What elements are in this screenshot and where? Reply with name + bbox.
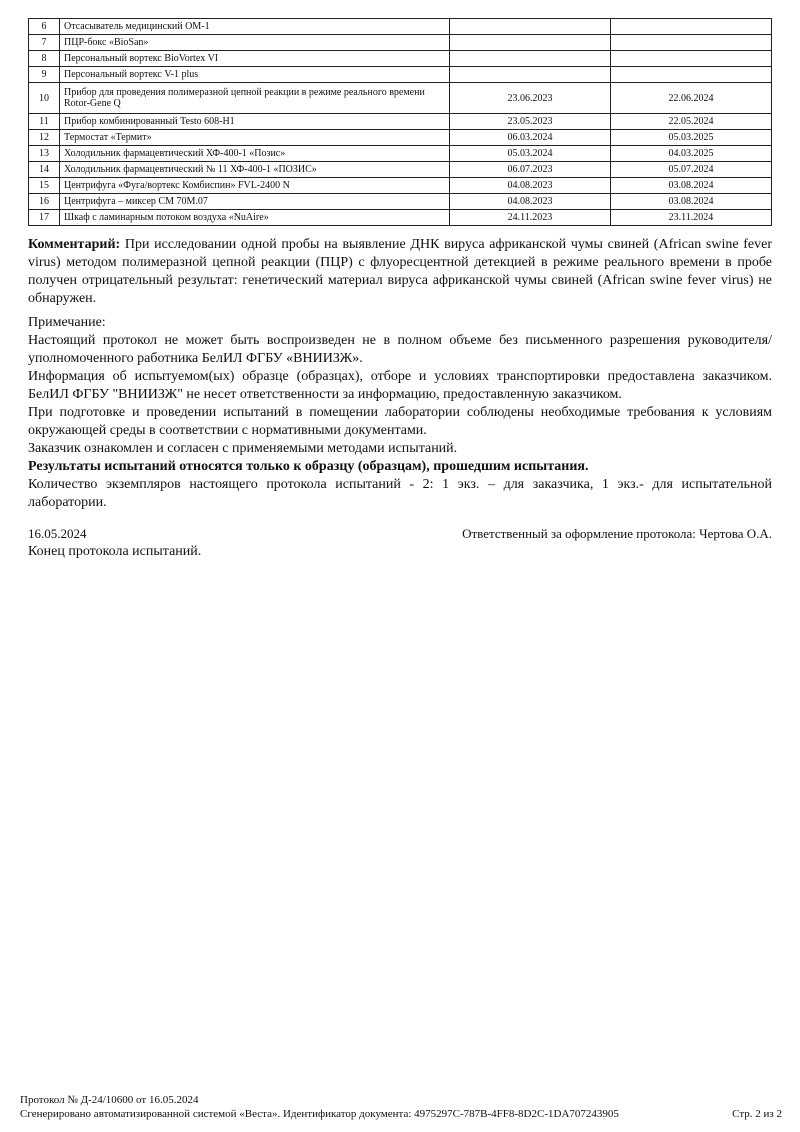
equipment-name: Прибор комбинированный Testo 608-H1 [60,114,450,130]
table-row [29,35,772,51]
table-row [29,178,772,194]
note-methods-agreement: Заказчик ознакомлен и согласен с применяемыми методами испытаний. [28,441,458,456]
table-row [29,114,772,130]
valid-until-date: 03.08.2024 [611,194,772,210]
row-number: 10 [29,83,60,114]
end-of-protocol: Конец протокола испытаний. [28,544,202,559]
valid-until-date [611,35,772,51]
equipment-name: Персональный вортекс V-1 plus [60,67,450,83]
equipment-name: Центрифуга «Фуга/вортекс Комбиспин» FVL-2400 N [60,178,450,194]
row-number: 17 [29,210,60,226]
table-row [29,146,772,162]
valid-until-date: 22.05.2024 [611,114,772,130]
verification-date: 23.06.2023 [450,83,611,114]
equipment-name: Отсасыватель медицинский ОМ-1 [60,19,450,35]
page-number: Стр. 2 из 2 [732,1108,782,1120]
comment-paragraph [28,236,772,308]
row-number: 15 [29,178,60,194]
table-row [29,162,772,178]
row-number: 14 [29,162,60,178]
row-number: 13 [29,146,60,162]
verification-date [450,35,611,51]
note-sample-info: Информация об испытуемом(ых) образце (образцах), отборе и условиях транспортировки предоставлена заказчиком. БелИЛ ФГБУ "ВНИИЗЖ" не несет ответственности за информацию, предоставленную заказчиком. [28,369,772,402]
row-number: 7 [29,35,60,51]
signature-date: 16.05.2024 [28,526,87,541]
row-number: 12 [29,130,60,146]
valid-until-date: 03.08.2024 [611,178,772,194]
row-number: 16 [29,194,60,210]
notes-section [28,314,772,512]
verification-date: 06.03.2024 [450,130,611,146]
verification-date: 04.08.2023 [450,178,611,194]
valid-until-date: 04.03.2025 [611,146,772,162]
valid-until-date: 23.11.2024 [611,210,772,226]
row-number: 6 [29,19,60,35]
equipment-name: Персональный вортекс BioVortex VI [60,51,450,67]
table-row [29,19,772,35]
verification-date: 24.11.2023 [450,210,611,226]
verification-date [450,51,611,67]
valid-until-date [611,19,772,35]
note-reproduction: Настоящий протокол не может быть воспроизведен не в полном объеме без письменного разрешения руководителя/уполномоченного работника БелИЛ ФГБУ «ВНИИЗЖ». [28,333,772,366]
valid-until-date: 05.03.2025 [611,130,772,146]
verification-date: 04.08.2023 [450,194,611,210]
equipment-name: ПЦР-бокс «BioSan» [60,35,450,51]
equipment-name: Холодильник фармацевтический ХФ-400-1 «Позис» [60,146,450,162]
valid-until-date: 22.06.2024 [611,83,772,114]
equipment-name: Прибор для проведения полимеразной цепной реакции в режиме реального времени Rotor-Gene Q [60,83,450,114]
table-row [29,83,772,114]
table-row [29,51,772,67]
verification-date: 23.05.2023 [450,114,611,130]
table-row [29,194,772,210]
row-number: 11 [29,114,60,130]
notes-heading: Примечание: [28,315,106,330]
footer-generated: Сгенерировано автоматизированной системой «Веста». Идентификатор документа: 4975297C-787B-4FF8-8D2C-1DA707243905 [20,1108,619,1120]
note-results-scope: Результаты испытаний относятся только к образцу (образцам), прошедшим испытания. [28,459,589,474]
table-row [29,130,772,146]
note-copies: Количество экземпляров настоящего протокола испытаний - 2: 1 экз. – для заказчика, 1 экз.- для испытательной лаборатории. [28,477,772,510]
row-number: 9 [29,67,60,83]
comment-text: При исследовании одной пробы на выявление ДНК вируса африканской чумы свиней (African swine fever virus) методом полимеразной цепной реакции (ПЦР) с флуоресцентной детекцией в режиме реального времени в пробе получен отрицательный результат: генетический материал вируса африканской чумы свиней (African swine fever virus) не обнаружен. [28,237,772,306]
valid-until-date: 05.07.2024 [611,162,772,178]
comment-label: Комментарий: [28,237,121,252]
note-environment: При подготовке и проведении испытаний в помещении лаборатории соблюдены необходимые требования к условиям окружающей среды в соответствии с нормативными документами. [28,405,772,438]
equipment-name: Центрифуга – миксер СМ 70М.07 [60,194,450,210]
valid-until-date [611,67,772,83]
table-row [29,210,772,226]
equipment-name: Шкаф с ламинарным потоком воздуха «NuAire» [60,210,450,226]
row-number: 8 [29,51,60,67]
verification-date [450,19,611,35]
verification-date: 05.03.2024 [450,146,611,162]
equipment-table [28,18,772,226]
equipment-name: Термостат «Термит» [60,130,450,146]
table-row [29,67,772,83]
verification-date [450,67,611,83]
footer-protocol: Протокол № Д-24/10600 от 16.05.2024 [20,1094,199,1106]
signature-responsible: Ответственный за оформление протокола: Чертова О.А. [462,526,772,541]
valid-until-date [611,51,772,67]
equipment-name: Холодильник фармацевтический № 11 ХФ-400-1 «ПОЗИС» [60,162,450,178]
footer-generated-row [20,1107,782,1121]
verification-date: 06.07.2023 [450,162,611,178]
